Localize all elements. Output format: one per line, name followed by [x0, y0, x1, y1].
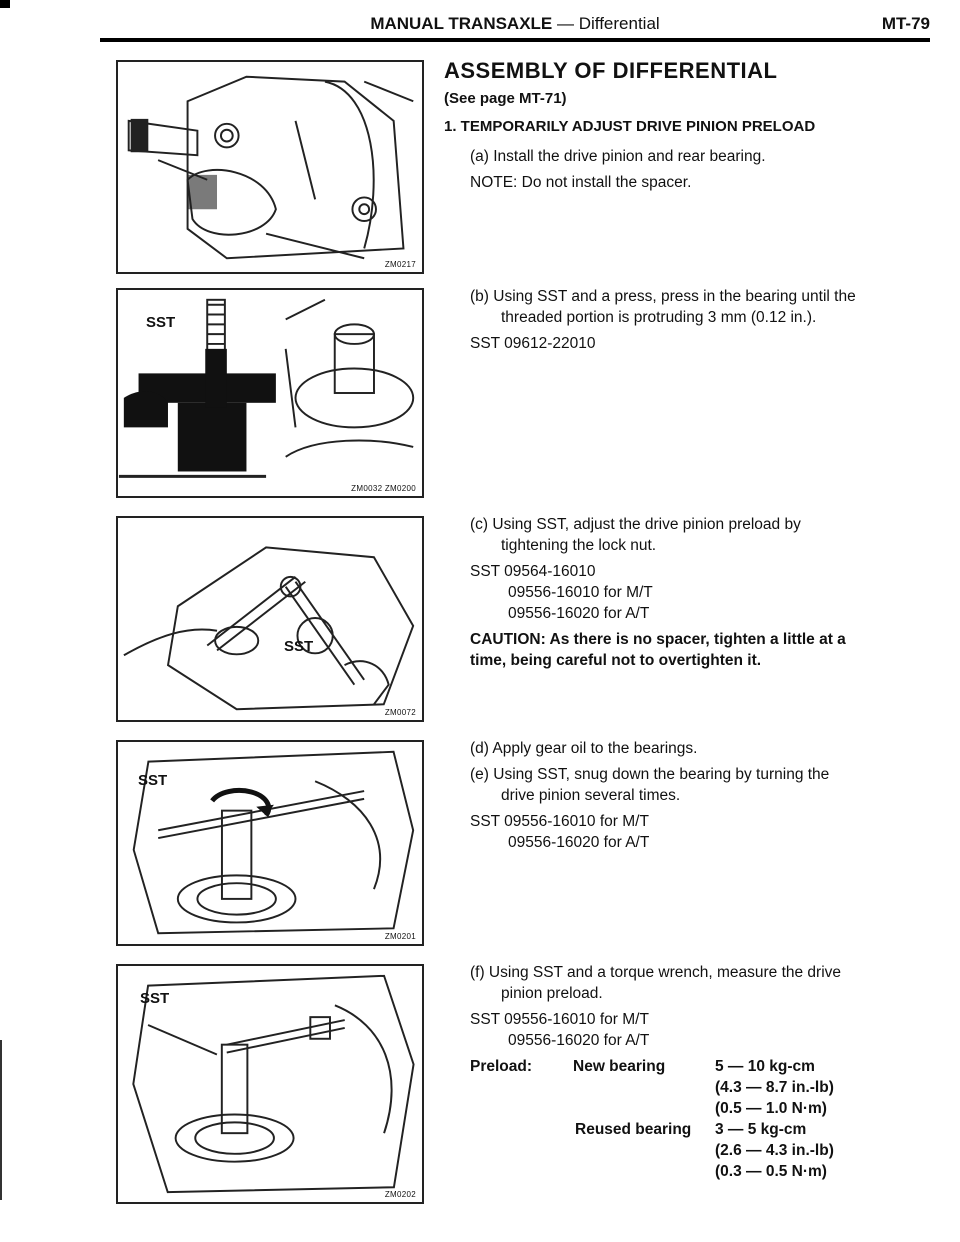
new-bearing-label: New bearing [573, 1058, 666, 1075]
new-bearing-value-3: (0.5 — 1.0 N·m) [715, 1100, 827, 1117]
step-d: (d) Apply gear oil to the bearings. [470, 740, 698, 757]
figure-code: ZM0217 [384, 260, 416, 269]
figure-adjust-preload [116, 516, 424, 722]
reused-bearing-label: Reused bearing [575, 1121, 692, 1138]
adjust-preload-illustration [118, 518, 422, 720]
step-b-sst: SST 09612-22010 [470, 335, 596, 352]
header-rule [100, 38, 930, 42]
header-title-bold: MANUAL TRANSAXLE [370, 14, 553, 33]
header-title [100, 14, 930, 34]
figure-code: ZM0032 ZM0200 [351, 484, 416, 493]
step-b-line1: (b) Using SST and a press, press in the bearing until the [470, 288, 856, 305]
figure-code: ZM0202 [384, 1190, 416, 1199]
page-reference: (See page MT-71) [444, 90, 567, 107]
sst-label: SST [284, 638, 314, 655]
header-title-rest: — Differential [552, 14, 660, 33]
step-f-line2: pinion preload. [501, 985, 603, 1002]
step-c-sst3: 09556-16020 for A/T [508, 605, 650, 622]
step-e-sst2: 09556-16020 for A/T [508, 834, 650, 851]
step-c-caution-line1: CAUTION: As there is no spacer, tighten a little at a [470, 631, 846, 648]
sst-label: SST [146, 314, 176, 331]
figure-press-bearing [116, 288, 424, 498]
figure-transaxle-case [116, 60, 424, 274]
section-title: ASSEMBLY OF DIFFERENTIAL [444, 58, 778, 83]
step-a-note: NOTE: Do not install the spacer. [470, 174, 692, 191]
transaxle-case-illustration [118, 62, 422, 272]
page-header [100, 14, 930, 38]
figure-code: ZM0072 [384, 708, 416, 717]
figure-snug-bearing [116, 740, 424, 946]
reused-bearing-value-2: (2.6 — 4.3 in.-lb) [715, 1142, 834, 1159]
sst-label: SST [138, 772, 168, 789]
step-e-sst1: SST 09556-16010 for M/T [470, 813, 649, 830]
page-number: MT-79 [881, 14, 930, 33]
step-f-sst1: SST 09556-16010 for M/T [470, 1011, 649, 1028]
step-f-line1: (f) Using SST and a torque wrench, measure the drive [470, 964, 842, 981]
new-bearing-value-1: 5 — 10 kg-cm [715, 1058, 815, 1075]
new-bearing-value-2: (4.3 — 8.7 in.-lb) [715, 1079, 834, 1096]
step-c-caution-line2: time, being careful not to overtighten it. [470, 652, 762, 669]
step-c-sst2: 09556-16010 for M/T [508, 584, 653, 601]
step-b-line2: threaded portion is protruding 3 mm (0.12 in.). [501, 309, 817, 326]
step-e-line2: drive pinion several times. [501, 787, 681, 804]
step-c-line2: tightening the lock nut. [501, 537, 657, 554]
step-a: (a) Install the drive pinion and rear bearing. [470, 148, 766, 165]
step-c-line1: (c) Using SST, adjust the drive pinion preload by [470, 516, 801, 533]
scan-edge-line [0, 1040, 2, 1200]
sst-label: SST [140, 990, 170, 1007]
reused-bearing-value-1: 3 — 5 kg-cm [715, 1121, 807, 1138]
figure-measure-preload [116, 964, 424, 1204]
step-c-sst1: SST 09564-16010 [470, 563, 596, 580]
corner-mark [0, 0, 10, 8]
preload-label: Preload: [470, 1058, 533, 1075]
reused-bearing-value-3: (0.3 — 0.5 N·m) [715, 1163, 827, 1180]
step-e-line1: (e) Using SST, snug down the bearing by turning the [470, 766, 830, 783]
step-f-sst2: 09556-16020 for A/T [508, 1032, 650, 1049]
step-title: 1. TEMPORARILY ADJUST DRIVE PINION PRELOAD [444, 118, 816, 135]
figure-code: ZM0201 [384, 932, 416, 941]
